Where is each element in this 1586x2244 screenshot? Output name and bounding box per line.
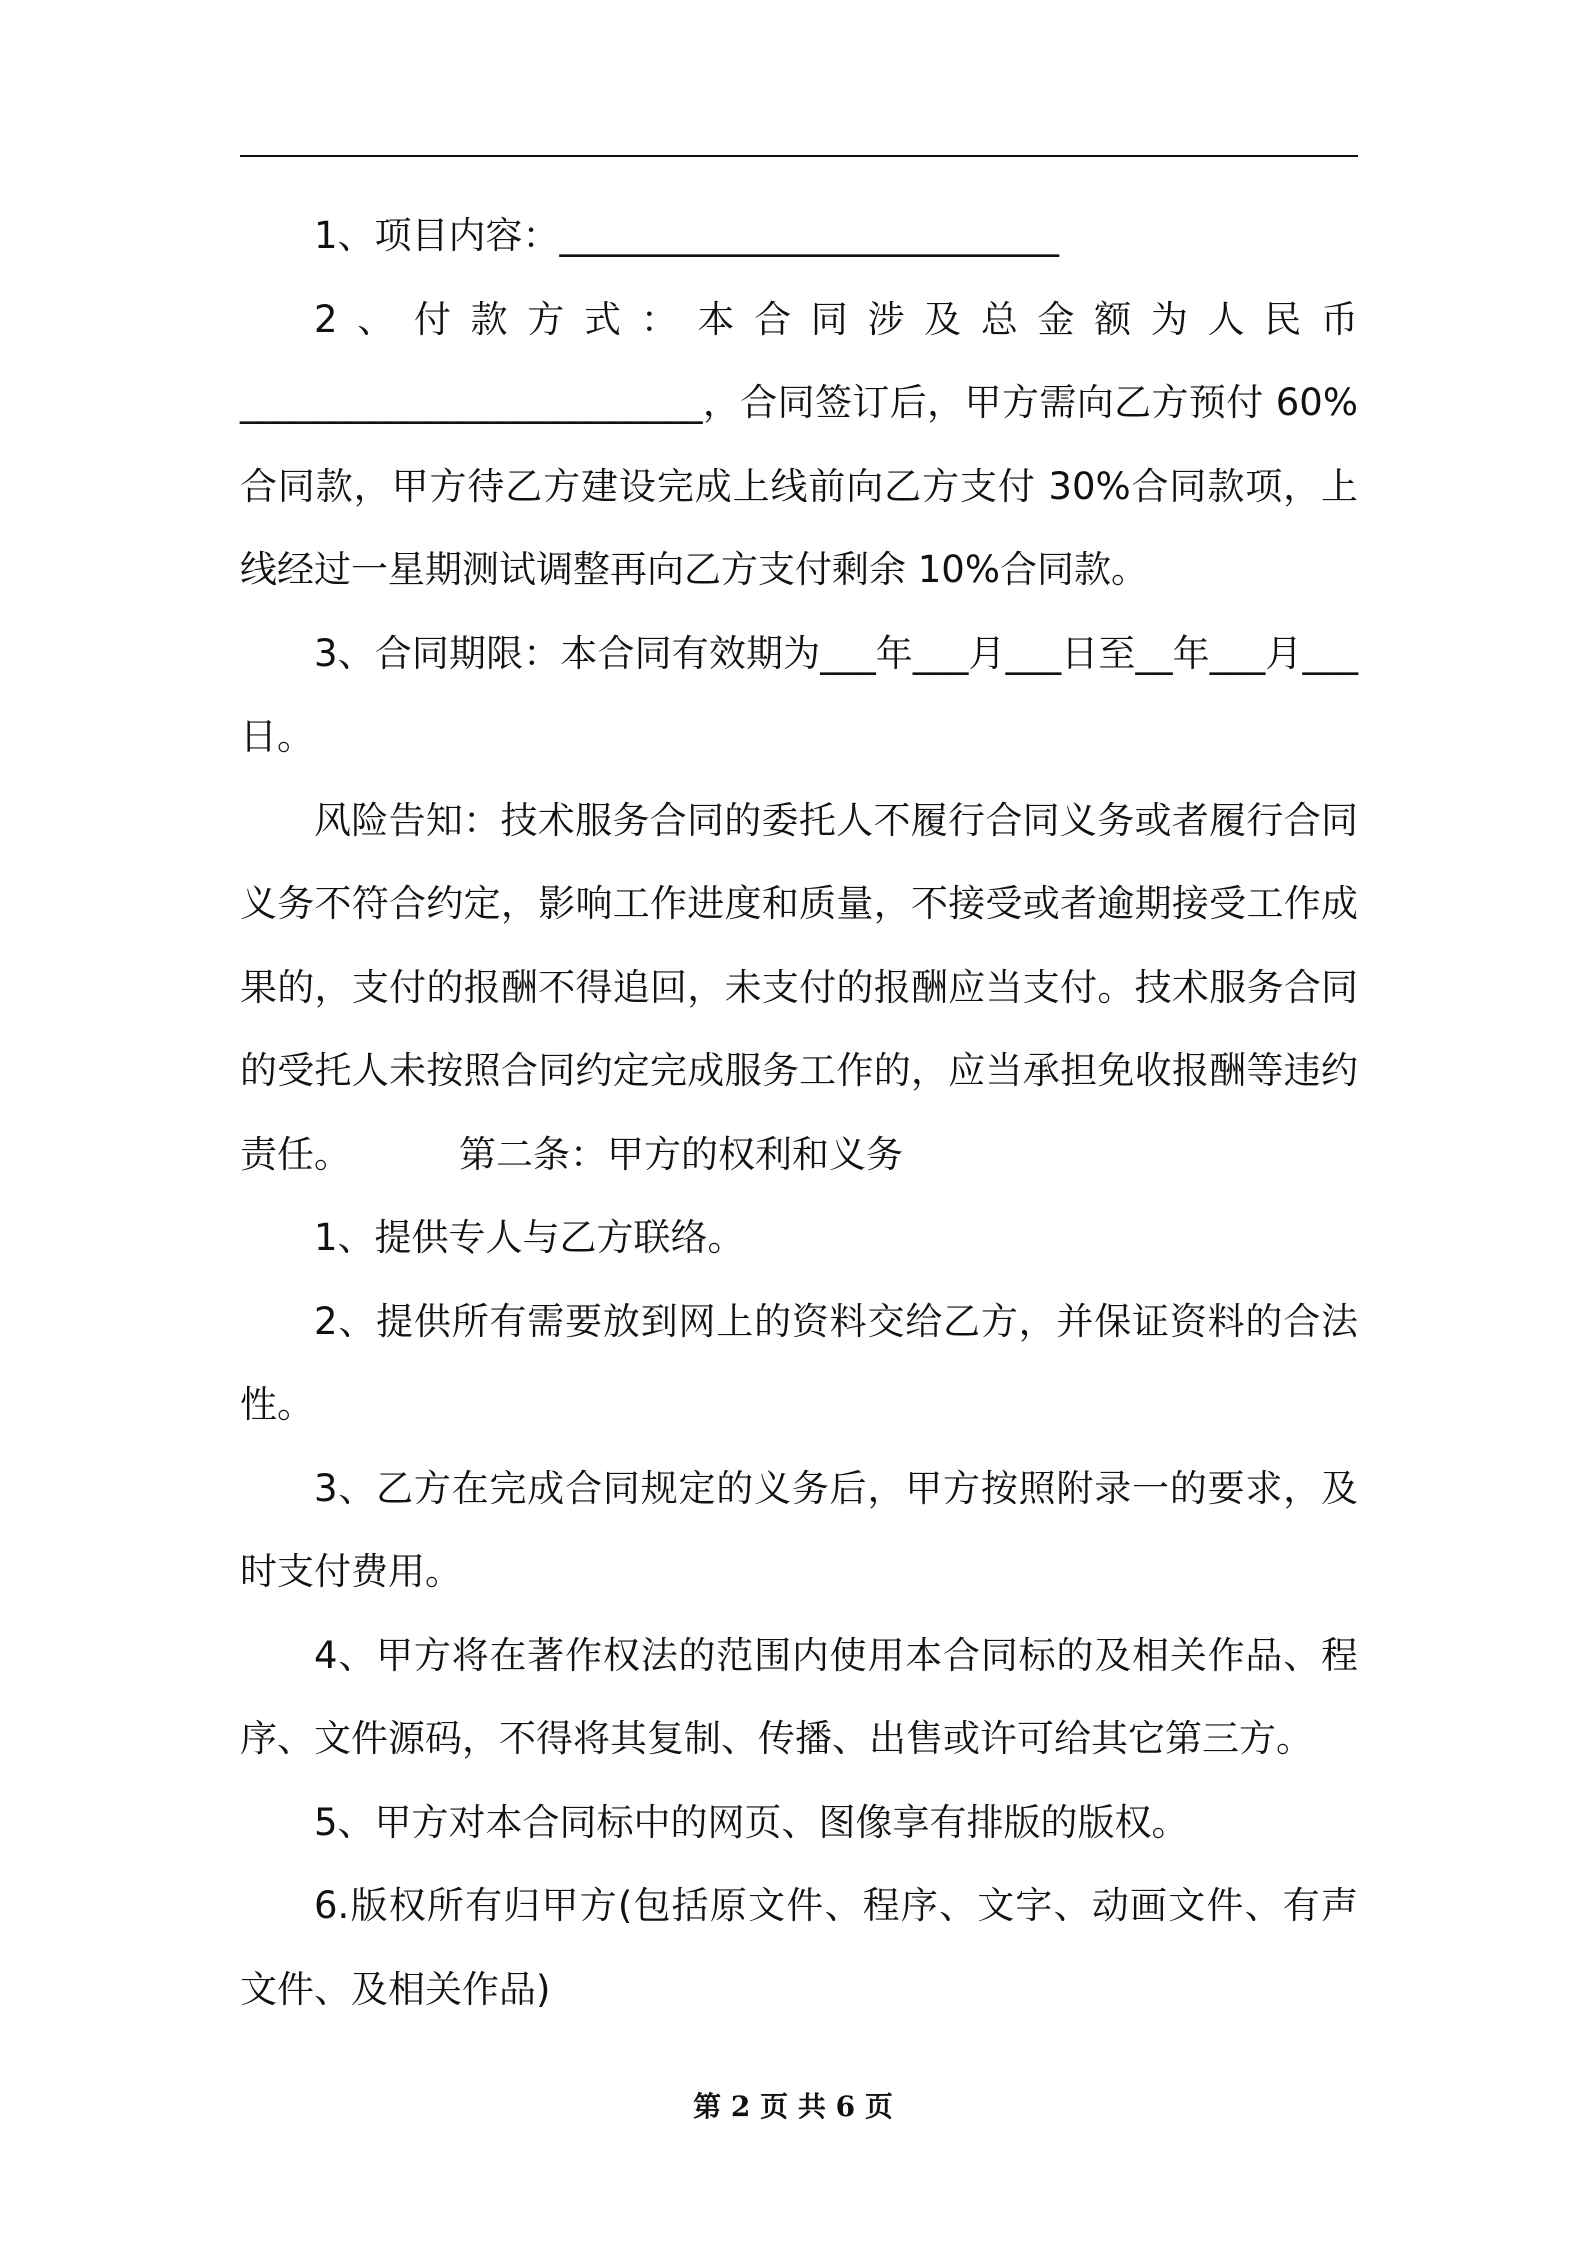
header-rule xyxy=(240,155,1358,157)
item-project-content: 1、项目内容：___________________________ xyxy=(314,214,1060,257)
party-a-item-1: 1、提供专人与乙方联络。 xyxy=(314,1216,745,1259)
page-number: 第 2 页 共 6 页 xyxy=(693,2090,893,2123)
party-a-item-3: 3、乙方在完成合同规定的义务后，甲方按照附录一的要求，及时支付费用。 xyxy=(240,1466,1358,1593)
risk-notice-text: 风险告知：技术服务合同的委托人不履行合同义务或者履行合同义务不符合约定，影响工作进度和质量，不接受或者逾期接受工作成果的，支付的报酬不得追回，未支付的报酬应当支付。技术服务合同的受托人未按照合同约定完成服务工作的，应当承担免收报酬等违约责任。 xyxy=(240,798,1358,1176)
party-a-item-6: 6.版权所有归甲方(包括原文件、程序、文字、动画文件、有声文件、及相关作品) xyxy=(240,1884,1358,2011)
item-payment-method-body: _________________________，合同签订后，甲方需向乙方预付 60%合同款，甲方待乙方建设完成上线前向乙方支付 30%合同款项，上线经过一星期测试调整再向乙方支付剩余 10%合同款。 xyxy=(240,381,1358,591)
article-two-heading: 第二条：甲方的权利和义务 xyxy=(459,1132,903,1176)
item-payment-method-heading: 2、付款方式：本合同涉及总金额为人民币 xyxy=(314,297,1358,341)
document-body xyxy=(240,194,1358,2031)
party-a-item-5: 5、甲方对本合同标中的网页、图像享有排版的版权。 xyxy=(314,1800,1189,1844)
item-contract-term: 3、合同期限：本合同有效期为___年___月___日至__年___月___日。 xyxy=(240,631,1358,758)
party-a-item-4: 4、甲方将在著作权法的范围内使用本合同标的及相关作品、程序、文件源码，不得将其复制、传播、出售或许可给其它第三方。 xyxy=(240,1633,1358,1760)
risk-notice xyxy=(240,779,1358,1197)
party-a-item-2: 2、提供所有需要放到网上的资料交给乙方，并保证资料的合法性。 xyxy=(240,1299,1358,1426)
